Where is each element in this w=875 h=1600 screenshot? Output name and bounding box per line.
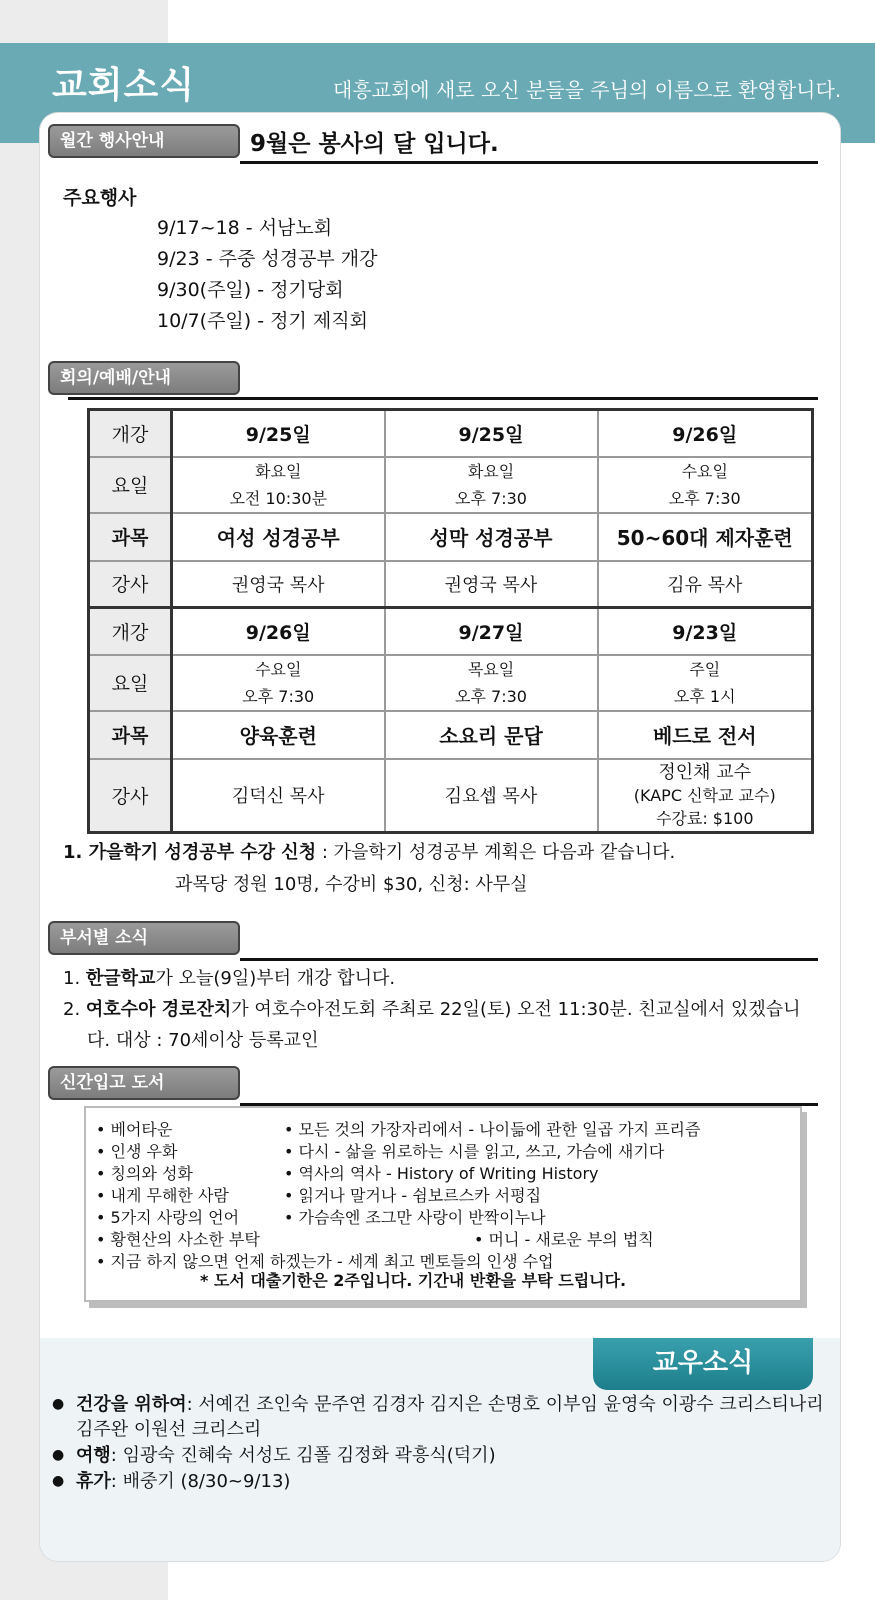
- date-cell: 9/25일: [385, 410, 598, 457]
- row-label: 강사: [89, 759, 172, 833]
- page-title: 교회소식: [52, 65, 196, 106]
- list-item: 1. 한글학교가 오늘(9일)부터 개강 합니다.: [63, 968, 396, 989]
- instructor-cell: 김덕신 목사: [172, 759, 385, 833]
- section-divider: [68, 397, 818, 400]
- day-time-cell: 수요일 오후 7:30: [172, 655, 385, 711]
- course-cell: 베드로 전서: [598, 711, 813, 759]
- section-divider: [240, 958, 818, 961]
- event-item: 10/7(주일) - 정기 제직회: [157, 310, 368, 332]
- book-item: • 다시 - 삶을 위로하는 시를 읽고, 쓰고, 가슴에 새기다: [284, 1142, 665, 1161]
- instructor-cell: 김요셉 목사: [385, 759, 598, 833]
- section-divider: [240, 161, 818, 164]
- table-row: [89, 711, 813, 759]
- book-item: • 베어타운: [96, 1120, 173, 1139]
- date-cell: 9/25일: [172, 410, 385, 457]
- instructor-cell: 권영국 목사: [385, 561, 598, 608]
- instructor-cell: 김유 목사: [598, 561, 813, 608]
- section-label-meeting: 회의/예배/안내: [48, 361, 240, 395]
- course-cell: 소요리 문답: [385, 711, 598, 759]
- registration-detail: 과목당 정원 10명, 수강비 $30, 신청: 사무실: [175, 874, 528, 895]
- welcome-subtitle: 대흥교회에 새로 오신 분들을 주님의 이름으로 환영합니다.: [333, 78, 842, 102]
- alumni-news-title: 교우소식: [593, 1338, 813, 1390]
- table-row: [89, 608, 813, 655]
- day-time-cell: 화요일 오전 10:30분: [172, 457, 385, 513]
- dept-news-list: [63, 963, 823, 1056]
- section-label-dept: 부서별 소식: [48, 921, 240, 955]
- table-row: [89, 457, 813, 513]
- row-label: 요일: [89, 457, 172, 513]
- course-cell: 양육훈련: [172, 711, 385, 759]
- monthly-headline: 9월은 봉사의 달 입니다.: [250, 131, 499, 157]
- date-cell: 9/23일: [598, 608, 813, 655]
- table-row: [89, 513, 813, 561]
- list-item: ● 여행: 임광숙 진혜숙 서성도 김폴 김정화 곽흥식(덕기): [52, 1443, 832, 1468]
- row-label: 과목: [89, 711, 172, 759]
- alumni-news-list: [52, 1392, 832, 1495]
- table-row: [89, 410, 813, 457]
- table-row: [89, 759, 813, 833]
- date-cell: 9/26일: [172, 608, 385, 655]
- row-label: 강사: [89, 561, 172, 608]
- table-row: [89, 655, 813, 711]
- instructor-cell: 정인채 교수 (KAPC 신학교 교수) 수강료: $100: [598, 759, 813, 833]
- date-cell: 9/27일: [385, 608, 598, 655]
- book-item: • 역사의 역사 - History of Writing History: [284, 1164, 599, 1183]
- course-cell: 여성 성경공부: [172, 513, 385, 561]
- table-row: [89, 561, 813, 608]
- day-time-cell: 목요일 오후 7:30: [385, 655, 598, 711]
- list-item: ● 휴가: 배중기 (8/30~9/13): [52, 1469, 832, 1494]
- book-item: • 지금 하지 않으면 언제 하겠는가 - 세계 최고 멘토들의 인생 수업: [96, 1252, 554, 1271]
- row-label: 개강: [89, 608, 172, 655]
- book-item: • 가슴속엔 조그만 사랑이 반짝이누나: [284, 1208, 546, 1227]
- day-time-cell: 주일 오후 1시: [598, 655, 813, 711]
- events-title: 주요행사: [63, 187, 137, 209]
- event-item: 9/23 - 주중 성경공부 개강: [157, 248, 378, 270]
- instructor-cell: 권영국 목사: [172, 561, 385, 608]
- book-item: • 칭의와 성화: [96, 1164, 193, 1183]
- day-time-cell: 수요일 오후 7:30: [598, 457, 813, 513]
- book-item: • 인생 우화: [96, 1142, 178, 1161]
- section-label-books: 신간입고 도서: [48, 1066, 240, 1100]
- book-item: • 모든 것의 가장자리에서 - 나이듦에 관한 일곱 가지 프리즘: [284, 1120, 701, 1139]
- loan-period-note: * 도서 대출기한은 2주입니다. 기간내 반환을 부탁 드립니다.: [200, 1271, 627, 1290]
- row-label: 요일: [89, 655, 172, 711]
- day-time-cell: 화요일 오후 7:30: [385, 457, 598, 513]
- book-item: • 내게 무해한 사람: [96, 1186, 229, 1205]
- book-item: • 5가지 사랑의 언어: [96, 1208, 240, 1227]
- list-item: ● 건강을 위하여: 서예건 조인숙 문주연 김경자 김지은 손명호 이부임 윤영숙 이광수 크리스티나리 김주완 이원선 크리스리: [52, 1392, 832, 1442]
- study-schedule-table: [87, 408, 814, 834]
- events-list: [157, 213, 378, 337]
- event-item: 9/30(주일) - 정기당회: [157, 279, 344, 301]
- event-item: 9/17~18 - 서남노회: [157, 217, 333, 239]
- course-cell: 50~60대 제자훈련: [598, 513, 813, 561]
- section-label-monthly: 월간 행사안내: [48, 124, 240, 158]
- row-label: 개강: [89, 410, 172, 457]
- book-item: • 머니 - 새로운 부의 법칙: [474, 1230, 654, 1249]
- registration-note: 1. 가을학기 성경공부 수강 신청 : 가을학기 성경공부 계획은 다음과 같습니다.: [63, 842, 676, 863]
- date-cell: 9/26일: [598, 410, 813, 457]
- book-item: • 황현산의 사소한 부탁: [96, 1230, 260, 1249]
- row-label: 과목: [89, 513, 172, 561]
- book-item: • 읽거나 말거나 - 쉼보르스카 서평집: [284, 1186, 542, 1205]
- course-cell: 성막 성경공부: [385, 513, 598, 561]
- list-item: 2. 여호수아 경로잔치가 여호수아전도회 주최로 22일(토) 오전 11:30분. 친교실에서 있겠습니다. 대상 : 70세이상 등록교인: [63, 999, 801, 1051]
